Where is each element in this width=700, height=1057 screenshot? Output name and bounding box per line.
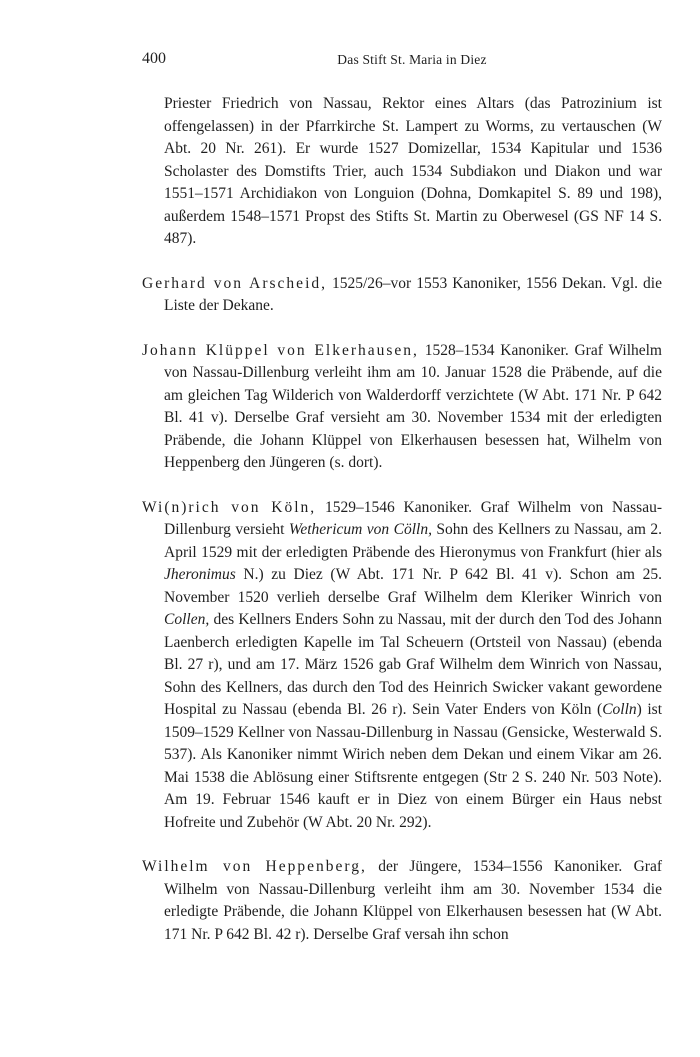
entry-name: Johann Klüppel von Elkerhausen, <box>142 341 419 359</box>
running-head: Das Stift St. Maria in Diez <box>337 52 487 67</box>
biographical-entry <box>142 497 662 835</box>
entry-text: ) ist 1509–1529 Kellner von Nassau-Dillenburg in Nassau (Gensicke, Westerwald S. 537). Als Kanoniker nimmt Wirich neben dem Dekan und einem Vikar am 26. Mai 1538 die Ablösung einer Stiftsrente entgegen (Str 2 S. 240 Nr. 503 Note). Am 19. Februar 1546 kauft er in Diez von einem Bürger ein Haus nebst Hofreite und Zubehör (W Abt. 20 Nr. 292). <box>164 701 662 831</box>
italic-citation: Collen, <box>164 611 210 628</box>
entry-name: Wilhelm von Heppenberg, <box>142 858 367 875</box>
biographical-entry <box>142 340 662 475</box>
entry-text: 1529–1546 Kanoniker. Graf Wilhelm von Nassau-Dillenburg versieht <box>164 498 662 538</box>
italic-citation: Colln <box>602 701 637 718</box>
body-text <box>142 93 662 968</box>
entry-name: Gerhard von Arscheid, <box>142 274 327 292</box>
entry-continuation <box>142 93 662 251</box>
biographical-entry <box>142 856 662 946</box>
italic-citation: Jheronimus <box>164 566 236 583</box>
page-number: 400 <box>142 50 166 67</box>
entry-name: Wi(n)rich von Köln, <box>142 498 317 516</box>
page-header <box>142 50 662 74</box>
entry-text: Priester Friedrich von Nassau, Rektor eines Altars (das Patrozinium ist offengelassen) in der Pfarrkirche St. Lampert zu Worms, zu vertauschen (W Abt. 20 Nr. 261). Er wurde 1527 Domizellar, 1534 Kapitular und 1536 Scholaster des Domstifts Trier, auch 1534 Subdiakon und Diakon und war 1551–1571 Archidiakon von Longuion (Dohna, Domkapitel S. 89 und 198), außerdem 1548–1571 Propst des Stifts St. Martin zu Oberwesel (GS NF 14 S. 487). <box>164 95 662 247</box>
entry-text: der Jüngere, 1534–1556 Kanoniker. Graf Wilhelm von Nassau-Dillenburg verleiht ihm am 30. November 1534 die erledigte Präbende, die Johann Klüppel von Elkerhausen besessen hat (W Abt. 171 Nr. P 642 Bl. 42 r). Derselbe Graf versah ihn schon <box>164 858 662 943</box>
entry-text: 1528–1534 Kanoniker. Graf Wilhelm von Nassau-Dillenburg verleiht ihm am 10. Januar 1528 die Präbende, auf die am gleichen Tag Wilderich von Walderdorff verzichtete (W Abt. 171 Nr. P 642 Bl. 41 v). Derselbe Graf versieht am 30. November 1534 mit der erledigten Präbende, die Johann Klüppel von Elkerhausen besessen hat, Wilhelm von Heppenberg den Jüngeren (s. dort). <box>164 341 662 471</box>
biographical-entry <box>142 273 662 318</box>
entry-text: des Kellners Enders Sohn zu Nassau, mit der durch den Tod des Johann Laenberch erledigten Kapelle im Tal Scheuern (Ortsteil von Nassau) (ebenda Bl. 27 r), und am 17. März 1526 gab Graf Wilhelm dem Winrich von Nassau, Sohn des Kellners, das durch den Tod des Heinrich Swicker vakant gewordene Hospital zu Nassau (ebenda Bl. 26 r). Sein Vater Enders von Köln ( <box>164 611 662 718</box>
italic-citation: Wethericum von Cölln, <box>288 521 432 538</box>
entry-text: N.) zu Diez (W Abt. 171 Nr. P 642 Bl. 41 v). Schon am 25. November 1520 verlieh derselbe Graf Wilhelm dem Kleriker Winrich von <box>164 566 662 606</box>
entry-text: 1525/26–vor 1553 Kanoniker, 1556 Dekan. Vgl. die Liste der Dekane. <box>164 274 662 314</box>
entry-text: Sohn des Kellners zu Nassau, am 2. April 1529 mit der erledigten Präbende des Hieronymus von Frankfurt (hier als <box>164 521 663 561</box>
